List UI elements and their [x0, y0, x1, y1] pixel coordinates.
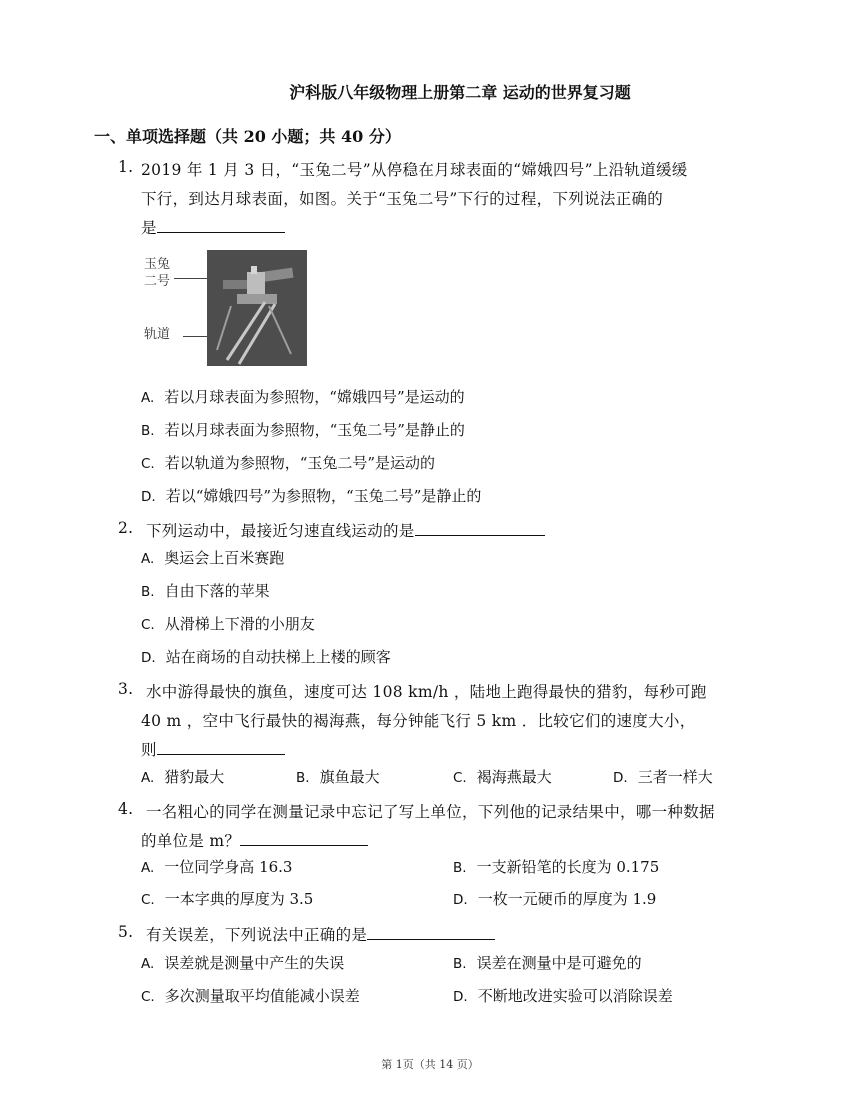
option-row[interactable]: [141, 856, 292, 877]
option-row[interactable]: [141, 985, 360, 1006]
rover-illustration: [207, 250, 307, 366]
page-footer: 第 1页（共 14 页）: [381, 1058, 479, 1071]
option-text: 一枚一元硬币的厚度为 1.9: [477, 890, 657, 908]
option-letter: A.: [141, 956, 155, 972]
answer-blank[interactable]: [157, 740, 285, 755]
question-text-line: 水中游得最快的旗鱼，速度可达 108 km/h ，陆地上跑得最快的猎豹，每秒可跑: [146, 683, 707, 701]
question-number: 5.: [118, 923, 134, 941]
option-letter: B.: [453, 956, 467, 972]
question-text-line: 2019 年 1 月 3 日，“玉兔二号”从停稳在月球表面的“嫦娥四号”上沿轨道缓缓: [141, 161, 688, 179]
option-text: 不断地改进实验可以消除误差: [477, 987, 673, 1005]
option-row[interactable]: [141, 386, 465, 407]
option-text: 若以月球表面为参照物，“玉兔二号”是静止的: [164, 421, 465, 439]
option-text: 从滑梯上下滑的小朋友: [164, 615, 315, 633]
option-text: 猎豹最大: [164, 768, 225, 786]
option-letter: D.: [453, 989, 468, 1005]
option-letter: A.: [141, 551, 155, 567]
option-letter: B.: [141, 584, 155, 600]
question-number: 2.: [118, 519, 134, 537]
option-letter: D.: [141, 489, 156, 505]
option-text: 多次测量取平均值能减小误差: [164, 987, 360, 1005]
option-text: 褐海燕最大: [476, 768, 552, 786]
option-row[interactable]: [141, 888, 313, 909]
option-letter: D.: [141, 650, 156, 666]
option-text: 自由下落的苹果: [164, 582, 270, 600]
section-heading: 一、单项选择题（共 20 小题；共 40 分）: [94, 127, 401, 146]
question-text: 下列运动中，最接近匀速直线运动的是: [146, 522, 415, 540]
figure-leader-line: [183, 336, 207, 337]
lunar-rover-figure: [141, 250, 321, 370]
option-row[interactable]: [453, 888, 656, 909]
option-text: 一支新铅笔的长度为 0.175: [476, 858, 660, 876]
option-row[interactable]: [296, 766, 380, 787]
answer-blank[interactable]: [240, 831, 368, 846]
option-letter: C.: [141, 456, 155, 472]
option-row[interactable]: [613, 766, 713, 787]
option-letter: A.: [141, 770, 155, 786]
option-text: 若以轨道为参照物，“玉兔二号”是运动的: [164, 454, 436, 472]
option-row[interactable]: [453, 952, 642, 973]
question-text-line: [146, 923, 495, 945]
option-row[interactable]: [141, 646, 391, 667]
question-text-line: [146, 519, 545, 541]
answer-blank[interactable]: [415, 521, 545, 536]
question-text-line: 下行，到达月球表面，如图。关于“玉兔二号”下行的过程，下列说法正确的: [141, 190, 664, 208]
option-letter: B.: [453, 860, 467, 876]
option-text: 一本字典的厚度为 3.5: [164, 890, 314, 908]
question-text-line: [141, 829, 368, 851]
option-row[interactable]: [141, 547, 284, 568]
figure-leader-line: [174, 278, 207, 279]
option-text: 误差在测量中是可避免的: [476, 954, 642, 972]
question-text-tail: 是: [141, 219, 157, 237]
option-letter: C.: [453, 770, 467, 786]
question-text-tail: 则: [141, 741, 157, 759]
option-text: 旗鱼最大: [319, 768, 380, 786]
question-number: 4.: [118, 800, 134, 818]
option-letter: A.: [141, 860, 155, 876]
option-text: 若以“嫦娥四号”为参照物，“玉兔二号”是静止的: [165, 487, 482, 505]
option-row[interactable]: [141, 580, 270, 601]
rover-photo: [207, 250, 307, 366]
option-text: 若以月球表面为参照物，“嫦娥四号”是运动的: [164, 388, 465, 406]
option-letter: A.: [141, 390, 155, 406]
option-row[interactable]: [141, 485, 481, 506]
option-letter: D.: [453, 892, 468, 908]
option-row[interactable]: [141, 613, 315, 634]
option-letter: D.: [613, 770, 628, 786]
question-text-line: 一名粗心的同学在测量记录中忘记了写上单位，下列他的记录结果中，哪一种数据: [146, 803, 715, 821]
option-row[interactable]: [453, 985, 673, 1006]
option-row[interactable]: [141, 419, 465, 440]
option-text: 三者一样大: [637, 768, 713, 786]
option-row[interactable]: [141, 952, 344, 973]
question-text-line: [141, 216, 285, 238]
option-text: 误差就是测量中产生的失误: [164, 954, 345, 972]
option-row[interactable]: [453, 856, 659, 877]
option-row[interactable]: [141, 766, 224, 787]
question-number: 3.: [118, 680, 134, 698]
question-text-line: 40 m ，空中飞行最快的褐海燕，每分钟能飞行 5 km ．比较它们的速度大小，: [141, 712, 696, 730]
option-letter: C.: [141, 617, 155, 633]
question-text-tail: 的单位是 m？: [141, 832, 241, 850]
option-letter: B.: [296, 770, 310, 786]
page-title: 沪科版八年级物理上册第二章 运动的世界复习题: [289, 83, 631, 102]
option-letter: C.: [141, 989, 155, 1005]
question-text-line: [141, 738, 285, 760]
option-text: 站在商场的自动扶梯上上楼的顾客: [165, 648, 391, 666]
figure-label-track: 轨道: [144, 327, 171, 342]
answer-blank[interactable]: [367, 925, 495, 940]
option-text: 一位同学身高 16.3: [164, 858, 293, 876]
answer-blank[interactable]: [157, 218, 285, 233]
option-letter: C.: [141, 892, 155, 908]
question-number: 1.: [118, 158, 134, 176]
option-row[interactable]: [141, 452, 435, 473]
option-row[interactable]: [453, 766, 552, 787]
question-text: 有关误差，下列说法中正确的是: [146, 926, 368, 944]
option-letter: B.: [141, 423, 155, 439]
figure-label-rover: 玉兔 二号: [144, 257, 171, 289]
option-text: 奥运会上百米赛跑: [164, 549, 285, 567]
